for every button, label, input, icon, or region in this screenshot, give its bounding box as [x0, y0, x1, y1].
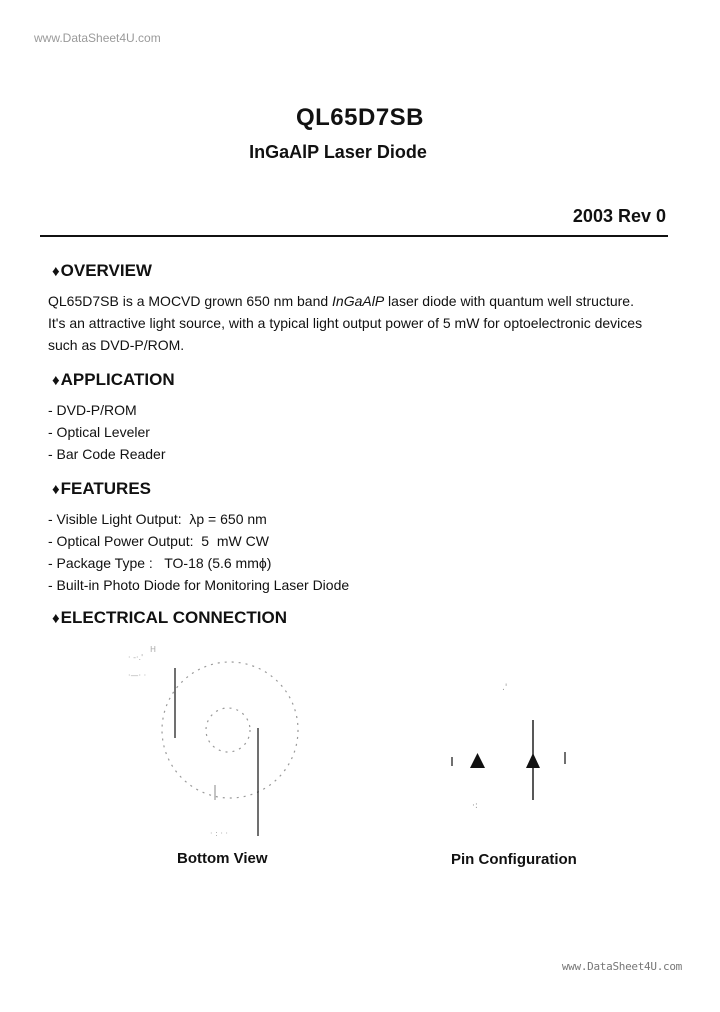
svg-text:· -·.': · -·.': [128, 653, 144, 662]
svg-text:·:: ·:: [472, 801, 478, 811]
photodiode-symbol: [470, 753, 485, 768]
part-number-title: QL65D7SB: [295, 104, 425, 131]
watermark-top: www.DataSheet4U.com: [34, 31, 161, 45]
bottom-view-diagram: [120, 640, 320, 845]
overview-line-1-material: InGaAlP: [332, 293, 385, 309]
overview-heading-text: OVERVIEW: [60, 261, 152, 280]
features-heading-text: FEATURES: [60, 479, 152, 498]
application-item: - DVD-P/ROM: [48, 402, 137, 418]
features-heading: [52, 479, 151, 499]
diamond-bullet-icon: ♦: [52, 263, 60, 280]
feature-item: - Optical Power Output: 5 mW CW: [48, 533, 269, 549]
diamond-bullet-icon: ♦: [52, 610, 60, 627]
features-list: [48, 508, 349, 596]
overview-line-1: [48, 290, 688, 312]
diamond-bullet-icon: ♦: [52, 372, 60, 389]
laser-diode-symbol: [526, 753, 540, 768]
overview-line-1-end: laser diode with quantum well structure.: [384, 293, 634, 309]
svg-text:H: H: [150, 645, 157, 654]
overview-paragraph: [48, 290, 688, 356]
application-heading: [52, 370, 175, 390]
revision-label: 2003 Rev 0: [572, 206, 666, 226]
feature-item: - Visible Light Output: λp = 650 nm: [48, 511, 267, 527]
overview-heading: [52, 261, 152, 281]
electrical-heading-text: ELECTRICAL CONNECTION: [60, 608, 288, 627]
feature-item: - Built-in Photo Diode for Monitoring Laser Diode: [48, 577, 350, 593]
header-divider: [40, 235, 668, 237]
application-item: - Optical Leveler: [48, 424, 150, 440]
application-list: [48, 399, 166, 465]
overview-line-2: It's an attractive light source, with a typical light output power of 5 mW for optoelectronic devices: [48, 315, 643, 331]
pin-configuration-caption: Pin Configuration: [451, 851, 577, 868]
pin-configuration-diagram: [440, 660, 590, 820]
diamond-bullet-icon: ♦: [52, 481, 60, 498]
svg-text:.': .': [502, 683, 508, 693]
overview-line-1-start: QL65D7SB is a MOCVD grown 650 nm band: [48, 293, 333, 309]
document-subtitle: InGaAlP Laser Diode: [249, 142, 427, 162]
overview-line-3: such as DVD-P/ROM.: [48, 337, 185, 353]
inner-pin-circle: [206, 708, 250, 752]
application-heading-text: APPLICATION: [60, 370, 175, 389]
application-item: - Bar Code Reader: [48, 446, 166, 462]
watermark-bottom: www.DataSheet4U.com: [561, 960, 682, 973]
feature-item: - Package Type : TO-18 (5.6 mmϕ): [48, 555, 272, 571]
svg-text:· : · ·: · : · ·: [210, 829, 228, 838]
bottom-view-caption: Bottom View: [177, 850, 268, 867]
package-outline: [162, 662, 298, 798]
svg-text:·—· ·: ·—· ·: [128, 671, 147, 680]
electrical-heading: [52, 608, 287, 628]
